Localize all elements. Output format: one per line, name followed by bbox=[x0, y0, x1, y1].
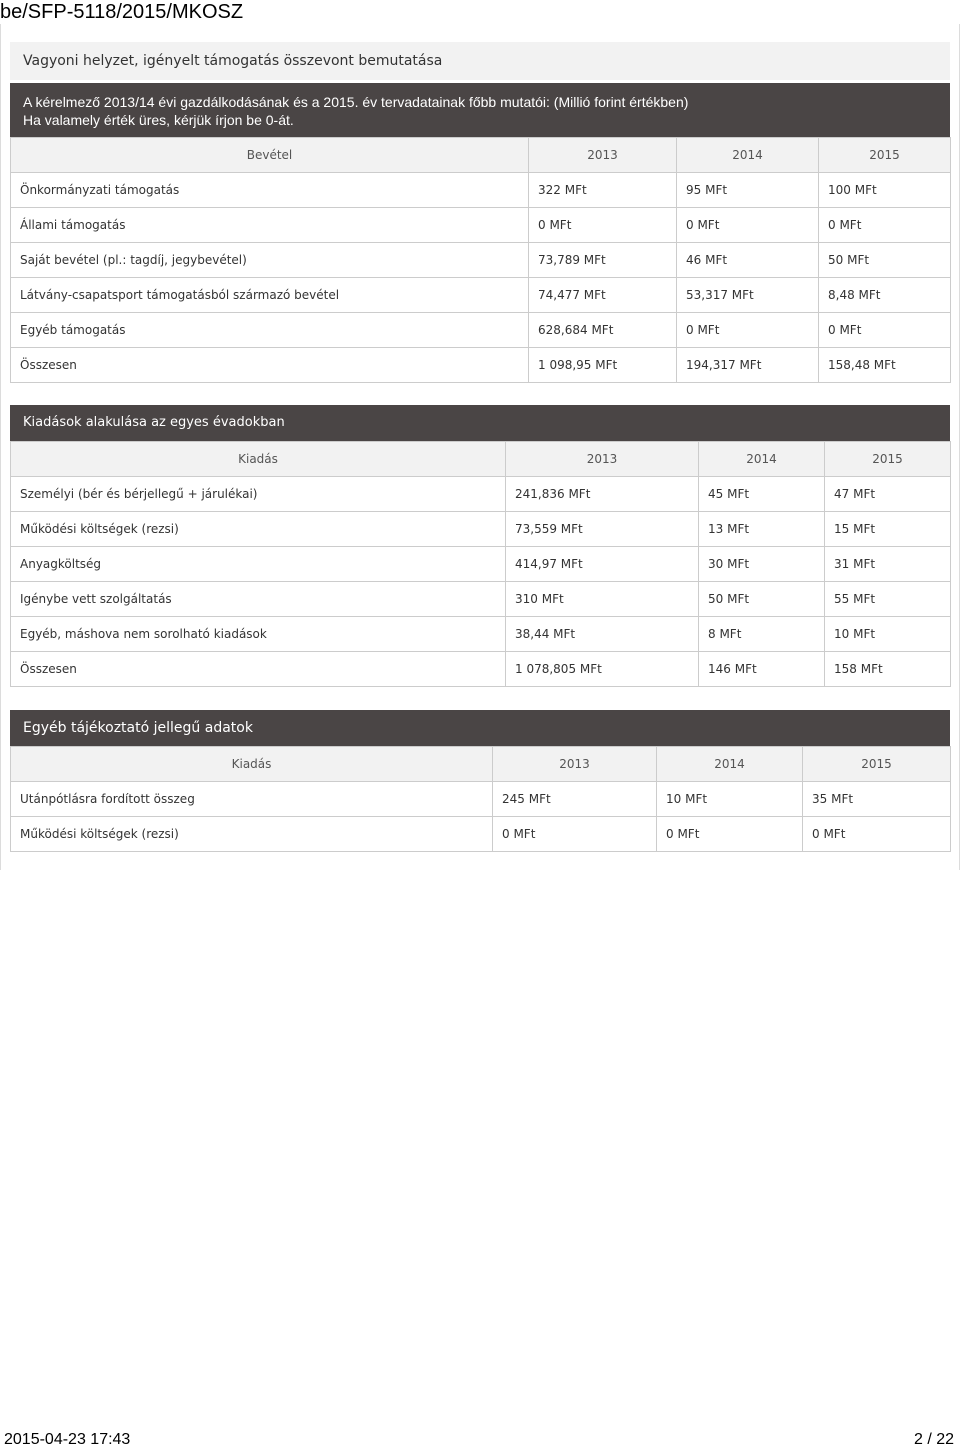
table-row-total bbox=[11, 652, 951, 687]
value-2015: 100 MFt bbox=[819, 173, 951, 208]
column-header: 2014 bbox=[677, 138, 819, 173]
value-2015: 35 MFt bbox=[803, 782, 951, 817]
income-intro-line2: Ha valamely érték üres, kérjük írjon be 0-át. bbox=[23, 112, 294, 128]
table-row bbox=[11, 547, 951, 582]
table-header-row bbox=[11, 747, 951, 782]
column-header: 2013 bbox=[493, 747, 657, 782]
column-header: Bevétel bbox=[11, 138, 529, 173]
footer-timestamp: 2015-04-23 17:43 bbox=[4, 1431, 131, 1448]
income-intro-header bbox=[10, 83, 950, 137]
value-2013: 73,789 MFt bbox=[529, 243, 677, 278]
value-2015: 50 MFt bbox=[819, 243, 951, 278]
value-2013: 414,97 MFt bbox=[506, 547, 699, 582]
row-label: Saját bevétel (pl.: tagdíj, jegybevétel) bbox=[11, 243, 529, 278]
table-row bbox=[11, 817, 951, 852]
value-2013: 241,836 MFt bbox=[506, 477, 699, 512]
value-2014: 95 MFt bbox=[677, 173, 819, 208]
document-id: be/SFP-5118/2015/MKOSZ bbox=[0, 1, 244, 23]
column-header: Kiadás bbox=[11, 442, 506, 477]
value-2014: 146 MFt bbox=[699, 652, 825, 687]
table-row bbox=[11, 512, 951, 547]
column-header: 2014 bbox=[699, 442, 825, 477]
row-label: Látvány-csapatsport támogatásból származó bevétel bbox=[11, 278, 529, 313]
other-table bbox=[10, 746, 951, 852]
expense-table bbox=[10, 441, 951, 687]
row-label: Működési költségek (rezsi) bbox=[11, 512, 506, 547]
value-2015: 0 MFt bbox=[819, 208, 951, 243]
footer-page-number: 2 / 22 bbox=[913, 1431, 954, 1448]
column-header: 2013 bbox=[529, 138, 677, 173]
value-2014: 53,317 MFt bbox=[677, 278, 819, 313]
table-row bbox=[11, 617, 951, 652]
row-label: Működési költségek (rezsi) bbox=[11, 817, 493, 852]
table-row bbox=[11, 782, 951, 817]
value-2015: 47 MFt bbox=[825, 477, 951, 512]
row-label: Személyi (bér és bérjellegű + járulékai) bbox=[11, 477, 506, 512]
other-section-header: Egyéb tájékoztató jellegű adatok bbox=[10, 710, 950, 746]
value-2013: 73,559 MFt bbox=[506, 512, 699, 547]
value-2013: 310 MFt bbox=[506, 582, 699, 617]
value-2015: 15 MFt bbox=[825, 512, 951, 547]
table-row bbox=[11, 313, 951, 348]
row-label: Összesen bbox=[11, 652, 506, 687]
section-title: Vagyoni helyzet, igényelt támogatás összevont bemutatása bbox=[10, 42, 950, 80]
row-label: Egyéb, máshova nem sorolható kiadások bbox=[11, 617, 506, 652]
row-label: Egyéb támogatás bbox=[11, 313, 529, 348]
column-header: 2015 bbox=[825, 442, 951, 477]
value-2015: 55 MFt bbox=[825, 582, 951, 617]
table-header-row bbox=[11, 442, 951, 477]
value-2013: 245 MFt bbox=[493, 782, 657, 817]
table-row bbox=[11, 208, 951, 243]
value-2015: 10 MFt bbox=[825, 617, 951, 652]
value-2014: 10 MFt bbox=[657, 782, 803, 817]
value-2013: 1 078,805 MFt bbox=[506, 652, 699, 687]
column-header: 2015 bbox=[819, 138, 951, 173]
table-row bbox=[11, 243, 951, 278]
value-2014: 46 MFt bbox=[677, 243, 819, 278]
column-header: 2015 bbox=[803, 747, 951, 782]
income-intro-line1: A kérelmező 2013/14 évi gazdálkodásának és a 2015. év tervadatainak főbb mutatói: (Millió forint értékben) bbox=[23, 94, 689, 110]
value-2015: 8,48 MFt bbox=[819, 278, 951, 313]
table-row bbox=[11, 173, 951, 208]
row-label: Utánpótlásra fordított összeg bbox=[11, 782, 493, 817]
value-2015: 0 MFt bbox=[819, 313, 951, 348]
value-2015: 158 MFt bbox=[825, 652, 951, 687]
value-2013: 0 MFt bbox=[529, 208, 677, 243]
value-2013: 38,44 MFt bbox=[506, 617, 699, 652]
value-2014: 45 MFt bbox=[699, 477, 825, 512]
table-header-row bbox=[11, 138, 951, 173]
table-row bbox=[11, 582, 951, 617]
table-row bbox=[11, 278, 951, 313]
value-2013: 322 MFt bbox=[529, 173, 677, 208]
value-2014: 50 MFt bbox=[699, 582, 825, 617]
income-table bbox=[10, 137, 951, 383]
value-2015: 158,48 MFt bbox=[819, 348, 951, 383]
value-2013: 1 098,95 MFt bbox=[529, 348, 677, 383]
value-2013: 628,684 MFt bbox=[529, 313, 677, 348]
value-2014: 8 MFt bbox=[699, 617, 825, 652]
value-2015: 0 MFt bbox=[803, 817, 951, 852]
table-row bbox=[11, 477, 951, 512]
column-header: 2013 bbox=[506, 442, 699, 477]
column-header: 2014 bbox=[657, 747, 803, 782]
row-label: Önkormányzati támogatás bbox=[11, 173, 529, 208]
value-2014: 0 MFt bbox=[677, 313, 819, 348]
value-2014: 194,317 MFt bbox=[677, 348, 819, 383]
value-2013: 0 MFt bbox=[493, 817, 657, 852]
value-2014: 0 MFt bbox=[657, 817, 803, 852]
row-label: Anyagköltség bbox=[11, 547, 506, 582]
table-row-total bbox=[11, 348, 951, 383]
row-label: Állami támogatás bbox=[11, 208, 529, 243]
value-2014: 13 MFt bbox=[699, 512, 825, 547]
value-2014: 30 MFt bbox=[699, 547, 825, 582]
expense-section-header: Kiadások alakulása az egyes évadokban bbox=[10, 405, 950, 441]
value-2015: 31 MFt bbox=[825, 547, 951, 582]
column-header: Kiadás bbox=[11, 747, 493, 782]
row-label: Igénybe vett szolgáltatás bbox=[11, 582, 506, 617]
value-2014: 0 MFt bbox=[677, 208, 819, 243]
row-label: Összesen bbox=[11, 348, 529, 383]
value-2013: 74,477 MFt bbox=[529, 278, 677, 313]
